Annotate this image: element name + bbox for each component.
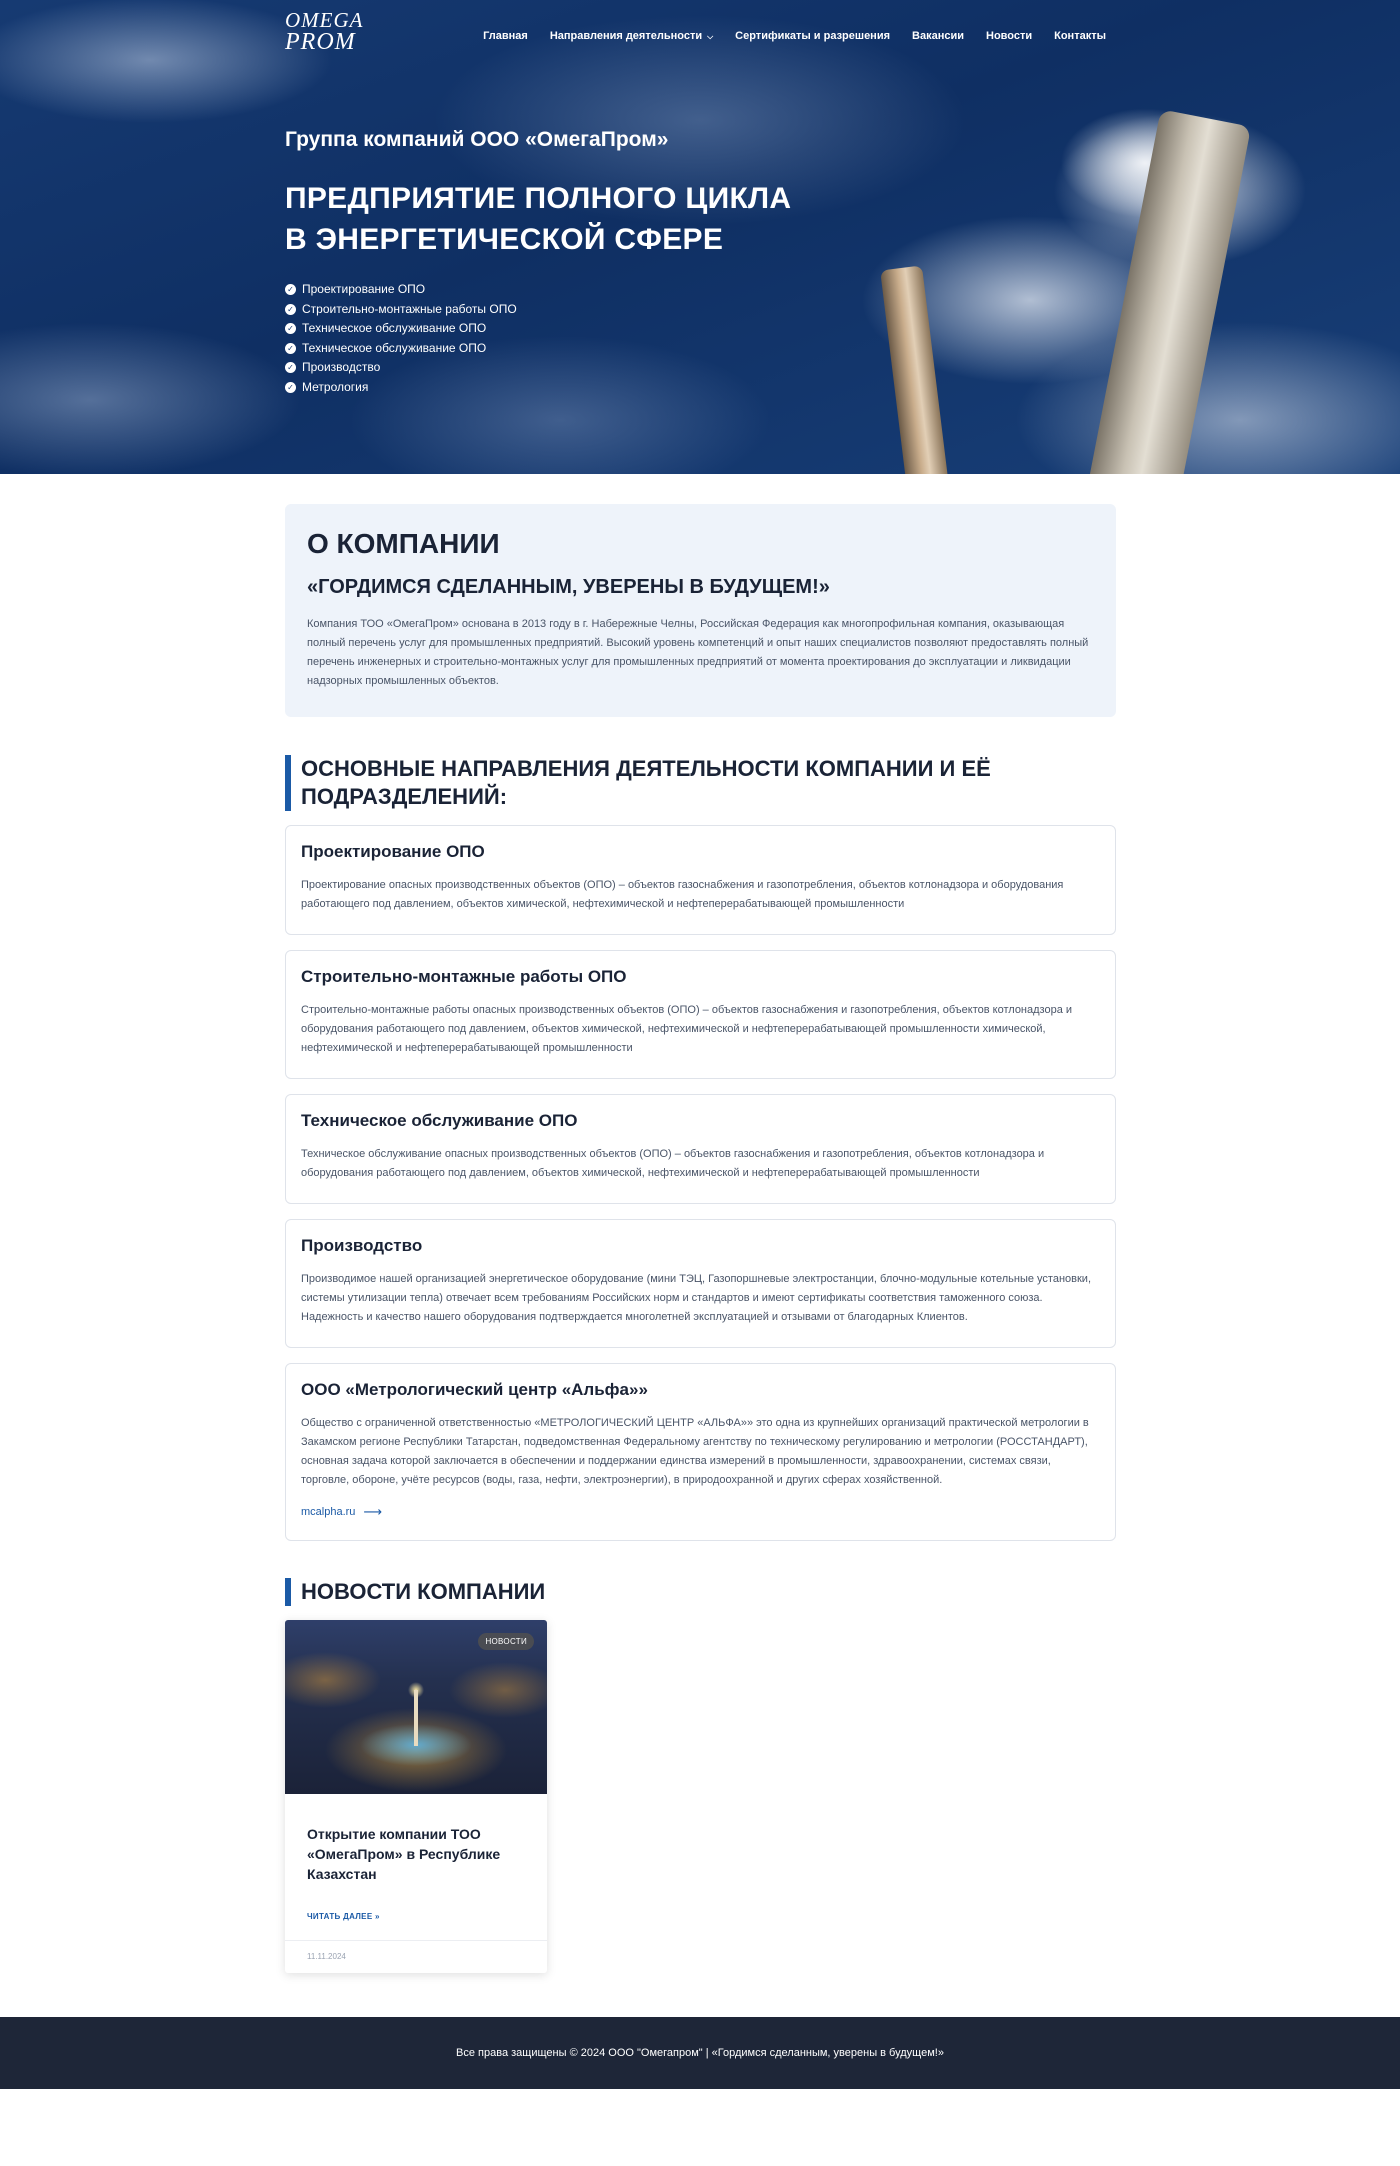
hero-feature-label: Производство xyxy=(302,360,381,374)
nav-link-certificates[interactable]: Сертификаты и разрешения xyxy=(735,30,891,42)
direction-card-text: Проектирование опасных производственных объектов (ОПО) – объектов газоснабжения и газопотребления, объектов котлонадзора и оборудования работающего под давлением, объектов химической, нефтехимической и нефтеперерабатывающей промышленности xyxy=(301,879,1064,910)
direction-card-title: Строительно-монтажные работы ОПО xyxy=(301,967,627,986)
news-title: НОВОСТИ КОМПАНИИ xyxy=(285,1578,1116,1606)
about-title: О КОМПАНИИ xyxy=(307,528,500,559)
hero-feature-label: Техническое обслуживание ОПО xyxy=(302,321,487,335)
read-more-link[interactable]: ЧИТАТЬ ДАЛЕЕ » xyxy=(307,1912,380,1921)
news-headline[interactable]: Открытие компании ТОО «ОмегаПром» в Республике Казахстан xyxy=(307,1826,501,1882)
direction-card-title: Техническое обслуживание ОПО xyxy=(301,1111,578,1130)
nav-link-news[interactable]: Новости xyxy=(986,30,1033,42)
about-slogan: «ГОРДИМСЯ СДЕЛАННЫМ, УВЕРЕНЫ В БУДУЩЕМ!» xyxy=(307,576,830,598)
nav-item-contacts xyxy=(1054,26,1106,44)
logo[interactable] xyxy=(285,10,367,56)
nav-item-certificates xyxy=(735,26,890,44)
nav-link-directions-label: Направления деятельности xyxy=(549,30,703,42)
hero-feature xyxy=(285,339,791,359)
hero-feature-label: Строительно-монтажные работы ОПО xyxy=(302,301,517,316)
hero-feature xyxy=(285,358,791,378)
chevron-down-icon: ⌵ xyxy=(707,32,714,41)
nav-item-vacancies xyxy=(912,26,964,44)
site-footer xyxy=(0,2017,1400,2089)
directions-title-line1: ОСНОВНЫЕ НАПРАВЛЕНИЯ ДЕЯТЕЛЬНОСТИ КОМПАНИИ И ЕЁ xyxy=(301,756,991,781)
news-category-badge: НОВОСТИ xyxy=(478,1633,534,1650)
mcalpha-link-label: mcalpha.ru xyxy=(301,1506,356,1518)
check-circle-icon: ✓ xyxy=(285,343,296,354)
direction-card-title: Производство xyxy=(301,1236,423,1255)
about-section xyxy=(285,504,1116,717)
check-circle-icon: ✓ xyxy=(285,382,296,393)
hero-feature-label: Техническое обслуживание ОПО xyxy=(302,340,487,355)
hero-title-line2: В ЭНЕРГЕТИЧЕСКОЙ СФЕРЕ xyxy=(285,223,724,256)
check-circle-icon: ✓ xyxy=(285,304,296,315)
direction-card-title: Проектирование ОПО xyxy=(301,842,485,861)
nav-link-contacts[interactable]: Контакты xyxy=(1054,30,1106,42)
direction-card-metrology xyxy=(285,1363,1116,1541)
nav-link-home[interactable]: Главная xyxy=(483,30,528,42)
check-circle-icon: ✓ xyxy=(285,323,296,334)
main-content xyxy=(285,504,1116,1973)
nav-item-directions xyxy=(550,26,713,44)
arrow-right-icon: ⟶ xyxy=(363,1504,383,1519)
check-circle-icon: ✓ xyxy=(285,362,296,373)
direction-card-construction xyxy=(285,950,1116,1079)
site-header xyxy=(0,0,1400,64)
about-text: Компания ТОО «ОмегаПром» основана в 2013 году в г. Набережные Челны, Российская Федерация как многопрофильная компания, оказывающая полный перечень услуг для промышленных предприятий. Высокий уровень компетенций и опыт наших специалистов позволяют предоставлять полный перечень инженерных и строительно-монтажных услуг для промышленных предприятий от момента проектирования до эксплуатации и ликвидации надзорных промышленных объектов. xyxy=(307,618,1089,687)
footer-copyright: Все права защищены © 2024 ООО "Омегапром" | «Гордимся сделанным, уверены в будущем!» xyxy=(456,2047,944,2059)
direction-card-text: Техническое обслуживание опасных производственных объектов (ОПО) – объектов газоснабжения и газопотребления, объектов котлонадзора и оборудования работающего под давлением, объектов химической, нефтехимической и нефтеперерабатывающей промышленности xyxy=(301,1148,1045,1179)
hero-title-line1: ПРЕДПРИЯТИЕ ПОЛНОГО ЦИКЛА xyxy=(285,182,792,215)
direction-card-title: ООО «Метрологический центр «Альфа»» xyxy=(301,1380,648,1399)
hero-subtitle: Группа компаний ООО «ОмегаПром» xyxy=(285,128,669,151)
hero-feature xyxy=(285,378,791,398)
direction-card-text: Строительно-монтажные работы опасных производственных объектов (ОПО) – объектов газоснабжения и газопотребления, объектов котлонадзора и оборудования работающего под давлением, объектов химической, нефтехимической и нефтеперерабатывающей промышленности химической, нефтехимической и нефтеперерабатывающей промышленности xyxy=(301,1004,1073,1054)
check-circle-icon: ✓ xyxy=(285,284,296,295)
nav-item-news xyxy=(986,26,1032,44)
hero-feature xyxy=(285,280,791,300)
hero-feature-list xyxy=(285,280,791,397)
hero-feature xyxy=(285,319,791,339)
logo-line1: OMEGA xyxy=(285,8,364,32)
nav-item-home xyxy=(483,26,528,44)
nav-link-vacancies[interactable]: Вакансии xyxy=(912,30,964,42)
direction-card-maintenance xyxy=(285,1094,1116,1204)
hero xyxy=(0,0,1400,474)
news-body xyxy=(285,1794,547,1940)
hero-feature-label: Проектирование ОПО xyxy=(302,282,426,296)
hero-title xyxy=(285,178,791,260)
tower-shape xyxy=(414,1690,418,1746)
chimney-small xyxy=(880,265,951,474)
news-image[interactable] xyxy=(285,1620,547,1794)
logo-line2: PROM xyxy=(285,29,356,55)
hero-feature xyxy=(285,300,791,320)
directions-title-line2: ПОДРАЗДЕЛЕНИЙ: xyxy=(301,784,508,809)
news-card[interactable] xyxy=(285,1620,547,1973)
hero-content xyxy=(285,128,791,397)
directions-title xyxy=(285,755,1116,811)
nav-link-directions[interactable] xyxy=(550,30,713,42)
direction-card-design xyxy=(285,825,1116,935)
main-nav xyxy=(483,26,1106,44)
direction-card-production xyxy=(285,1219,1116,1348)
hero-feature-label: Метрология xyxy=(302,379,369,394)
mcalpha-link[interactable] xyxy=(301,1504,382,1520)
direction-card-text: Производимое нашей организацией энергетическое оборудование (мини ТЭЦ, Газопоршневые электростанции, блочно-модульные котельные установки, системы утилизации тепла) отвечает всем требованиям Российских норм и стандартов и имеют сертификаты соответствия таможенного союза. Надежность и качество нашего оборудования подтверждается многолетней эксплуатацией и отзывами от благодарных Клиентов. xyxy=(301,1273,1092,1323)
direction-card-text: Общество с ограниченной ответственностью «МЕТРОЛОГИЧЕСКИЙ ЦЕНТР «АЛЬФА»» это одна из крупнейших организаций практической метрологии в Закамском регионе Республики Татарстан, подведомственная Федеральному агентству по техническому регулированию и метрологии (РОССТАНДАРТ), основная задача которой заключается в обеспечении и поддержании единства измерений в промышленности, здравоохранении, системах связи, торговле, обороне, учёте ресурсов (воды, газа, нефти, электроэнергии), в природоохранной и других сферах хозяйственной. xyxy=(301,1417,1089,1486)
news-date: 11.11.2024 xyxy=(285,1940,547,1973)
